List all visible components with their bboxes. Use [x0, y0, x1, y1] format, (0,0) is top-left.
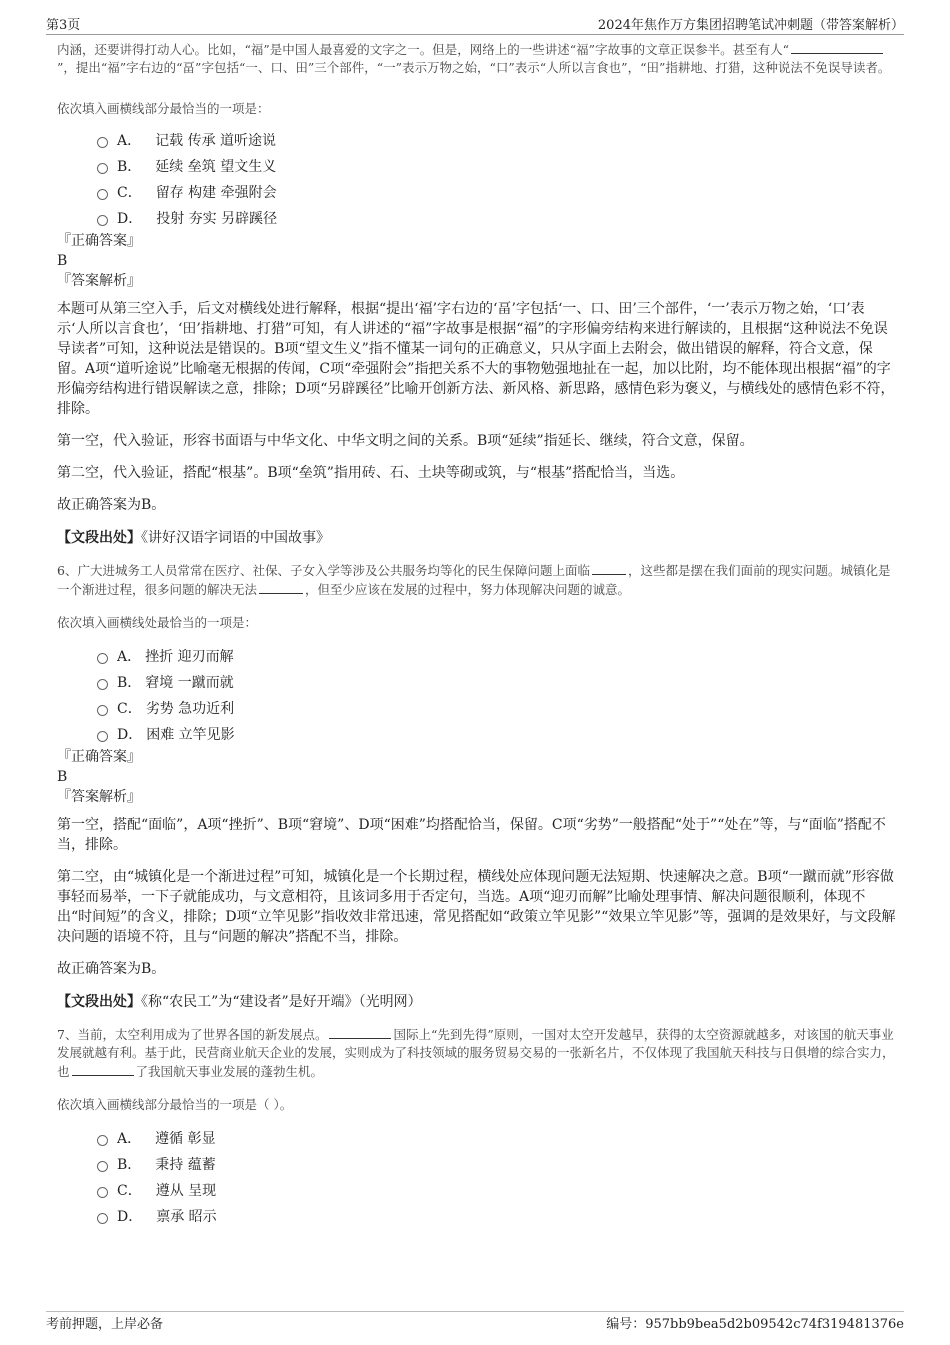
- answer-blank: [72, 1062, 134, 1076]
- radio-icon[interactable]: [97, 1135, 108, 1146]
- q6-options: [57, 643, 897, 747]
- radio-icon[interactable]: [97, 1161, 108, 1172]
- q5-option-c[interactable]: C． 留存 构建 牵强附会: [57, 179, 897, 205]
- page-number: 第3页: [46, 18, 81, 33]
- radio-icon[interactable]: [97, 731, 108, 742]
- document-title: 2024年焦作万方集团招聘笔试冲刺题（带答案解析）: [597, 18, 904, 33]
- q5-option-d[interactable]: D． 投射 夯实 另辟蹊径: [57, 205, 897, 231]
- radio-icon[interactable]: [97, 137, 108, 148]
- q5-analysis-paragraph: 本题可从第三空入手，后文对横线处进行解释，根据“提出‘福’字右边的‘畐’字包括‘一、口、田’三个部件，‘一’表示万物之始，‘口’表示‘人所以言食也’，‘田’指耕地、打猎”可知，有人讲述的“福”字故事是根据“福”的字形偏旁结构来进行解读的，且根据“这种说法不免误导读者”可知，这种说法是错误的。B项“望文生义”指不懂某一词句的正确意义，只从字面上去附会，做出错误的解释，符合文意，保留。A项“道听途说”比喻毫无根据的传闻，C项“牵强附会”指把关系不大的事物勉强地扯在一起，加以比附，均不能体现出根据“福”的字形偏旁结构进行错误解读之意，排除；D项“另辟蹊径”比喻开创新方法、新风格、新思路，感情色彩为褒义，与横线处的感情色彩不符，排除。: [57, 301, 895, 417]
- answer-blank: [259, 580, 303, 594]
- q6-answer-heading: 『正确答案』: [57, 749, 141, 765]
- page-content: [57, 40, 897, 1229]
- q5-analysis-paragraph: 故正确答案为B。: [57, 497, 166, 513]
- q7-option-a[interactable]: A． 遵循 彰显: [57, 1125, 897, 1151]
- q5-options: [57, 127, 897, 231]
- q7-stem: 7、当前，太空利用成为了世界各国的新发展点。 国际上“先到先得”原则，一国对太空开发越早，获得的太空资源就越多，对该国的航天事业发展就越有利。基于此，民营商业航天企业的发展，实则成为了科技领域的服务贸易交易的一张新名片，不仅体现了我国航天科技与日俱增的综合实力，也 了我国航天事业发展的蓬勃生机。: [57, 1027, 895, 1079]
- radio-icon[interactable]: [97, 653, 108, 664]
- q6-prompt: 依次填入画横线处最恰当的一项是：: [57, 615, 258, 630]
- q6-option-c[interactable]: C． 劣势 急功近利: [57, 695, 897, 721]
- q5-answer: B: [57, 253, 68, 269]
- q6-stem: 6、广大进城务工人员常常在医疗、社保、子女入学等涉及公共服务均等化的民生保障问题上面临 ，这些都是摆在我们面前的现实问题。城镇化是一个渐进过程，很多问题的解决无法 ，但至少应该在发展的过程中，努力体现解决问题的诚意。: [57, 563, 891, 597]
- radio-icon[interactable]: [97, 1213, 108, 1224]
- q6-analysis-paragraph: 故正确答案为B。: [57, 961, 166, 977]
- q6-option-a[interactable]: A． 挫折 迎刃而解: [57, 643, 897, 669]
- q7-options: [57, 1125, 897, 1229]
- answer-blank: [791, 40, 883, 54]
- q5-source: 【文段出处】《讲好汉语字词语的中国故事》: [57, 530, 330, 546]
- q6-analysis-heading: 『答案解析』: [57, 789, 141, 805]
- radio-icon[interactable]: [97, 163, 108, 174]
- q5-analysis-paragraph: 第二空，代入验证，搭配“根基”。B项“垒筑”指用砖、石、土块等砌或筑，与“根基”搭配恰当，当选。: [57, 465, 685, 481]
- radio-icon[interactable]: [97, 215, 108, 226]
- page-header: [46, 14, 904, 35]
- footer-slogan: 考前押题，上岸必备: [46, 1317, 164, 1332]
- q5-analysis-heading: 『答案解析』: [57, 273, 141, 289]
- q5-option-a[interactable]: A． 记载 传承 道听途说: [57, 127, 897, 153]
- q6-analysis-paragraph: 第二空，由“城镇化是一个渐进过程”可知，城镇化是一个长期过程，横线处应体现问题无法短期、快速解决之意。B项“一蹴而就”形容做事轻而易举，一下子就能成功，与文意相符，且该词多用于否定句，当选。A项“迎刃而解”比喻处理事情、解决问题很顺利，体现不出“时间短”的含义，排除；D项“立竿见影”指收效非常迅速，常见搭配如“政策立竿见影”“效果立竿见影”等，强调的是效果好，与文段解决问题的语境不符，且与“问题的解决”搭配不当，排除。: [57, 869, 896, 945]
- q6-option-d[interactable]: D． 困难 立竿见影: [57, 721, 897, 747]
- q5-stem: 内涵，还要讲得打动人心。比如，“福”是中国人最喜爱的文字之一。但是，网络上的一些讲述“福”字故事的文章正误参半。甚至有人“”，提出“福”字右边的“畐”字包括“一、口、田”三个部件，“一”表示万物之始，“口”表示“人所以言食也”，“田”指耕地、打猎，这种说法不免误导读者。: [57, 42, 891, 75]
- q7-prompt: 依次填入画横线部分最恰当的一项是（ ）。: [57, 1097, 293, 1112]
- q5-analysis-paragraph: 第一空，代入验证，形容书面语与中华文化、中华文明之间的关系。B项“延续”指延长、继续，符合文意，保留。: [57, 433, 754, 449]
- q5-answer-heading: 『正确答案』: [57, 233, 141, 249]
- q7-option-b[interactable]: B． 秉持 蕴蓄: [57, 1151, 897, 1177]
- radio-icon[interactable]: [97, 679, 108, 690]
- q7-option-c[interactable]: C． 遵从 呈现: [57, 1177, 897, 1203]
- q6-answer: B: [57, 769, 68, 785]
- document-id: 编号：957bb9bea5d2b09542c74f319481376e: [606, 1317, 904, 1332]
- answer-blank: [329, 1025, 391, 1039]
- q7-option-d[interactable]: D． 禀承 昭示: [57, 1203, 897, 1229]
- radio-icon[interactable]: [97, 189, 108, 200]
- radio-icon[interactable]: [97, 1187, 108, 1198]
- q6-analysis-paragraph: 第一空，搭配“面临”，A项“挫折”、B项“窘境”、D项“困难”均搭配恰当，保留。C项“劣势”一般搭配“处于”“处在”等，与“面临”搭配不当，排除。: [57, 817, 886, 853]
- answer-blank: [592, 561, 626, 575]
- q5-prompt: 依次填入画横线部分最恰当的一项是：: [57, 101, 270, 116]
- radio-icon[interactable]: [97, 705, 108, 716]
- page-footer: [46, 1311, 904, 1332]
- q6-source: 【文段出处】《称“农民工”为“建设者”是好开端》（光明网）: [57, 994, 422, 1010]
- q6-option-b[interactable]: B． 窘境 一蹴而就: [57, 669, 897, 695]
- q5-option-b[interactable]: B． 延续 垒筑 望文生义: [57, 153, 897, 179]
